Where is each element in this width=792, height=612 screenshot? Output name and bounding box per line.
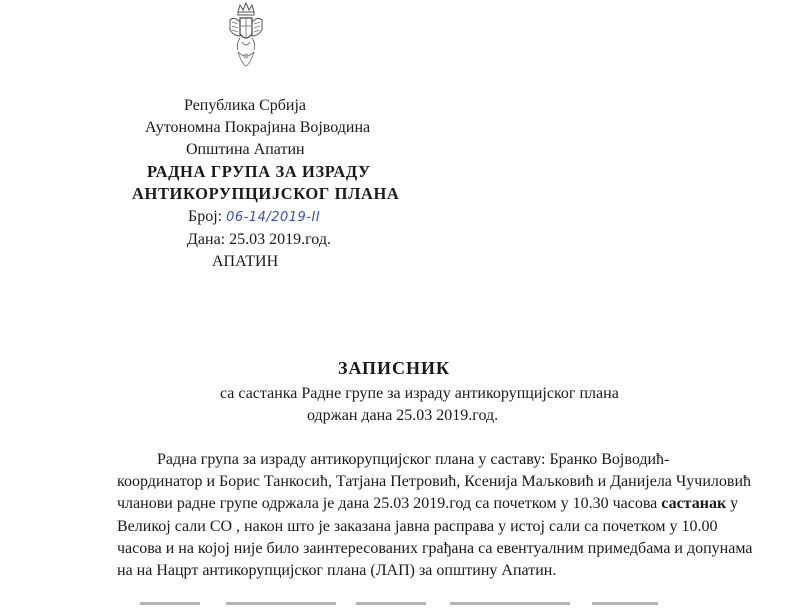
reference-number-label: Број: — [188, 208, 223, 225]
body-paragraph — [117, 449, 753, 582]
paragraph-bold-word: састанак — [661, 495, 727, 513]
paragraph-line-6: на на Нацрт антикорупцијског плана (ЛАП) за општину Апатин. — [117, 562, 557, 580]
city-label: АПАТИН — [212, 253, 279, 270]
paragraph-line-1: Радна група за израду антикорупцијског плана у саставу: Бранко Војводић- — [157, 451, 670, 468]
paragraph-line-3-row — [117, 493, 739, 515]
working-group-title-line1: РАДНА ГРУПА ЗА ИЗРАДУ — [147, 162, 371, 181]
document-subtitle-2: одржан дана 25.03 2019.год. — [307, 407, 499, 424]
date-label: Дана: 25.03 2019.год. — [187, 231, 331, 248]
paragraph-line-5: часова и на којој није било заинтересованих грађана са евентуалним примедбама и допунама — [117, 539, 753, 557]
municipality-label: Општина Апатин — [186, 141, 305, 158]
working-group-title-line2: АНТИКОРУПЦИЈСКОГ ПЛАНА — [132, 184, 400, 203]
paragraph-line-2: координатор и Борис Танкосић, Татјана Петровић, Ксенија Маљковић и Данијела Чучиловић — [117, 473, 752, 491]
coat-of-arms-icon — [226, 2, 266, 68]
document-title: ЗАПИСНИК — [338, 358, 451, 378]
paragraph-line-3-tail: у — [726, 495, 739, 513]
reference-number-value: 06-14/2019-II — [226, 210, 321, 225]
paragraph-line-3: чланови радне групе одржала је дана 25.03 2019.год са почетком у 10.30 часова — [117, 495, 658, 513]
reference-number-row — [188, 207, 320, 228]
document-subtitle-1: са састанка Радне групе за израду антикорупцијског плана — [220, 385, 619, 402]
province-label: Аутономна Покрајина Војводина — [145, 119, 371, 136]
republic-label: Република Србија — [184, 97, 306, 114]
cut-off-text-line — [140, 598, 660, 612]
paragraph-line-4: Великој сали СО , након што је заказана јавна расправа у истој сали са почетком у 10.00 — [117, 517, 718, 535]
